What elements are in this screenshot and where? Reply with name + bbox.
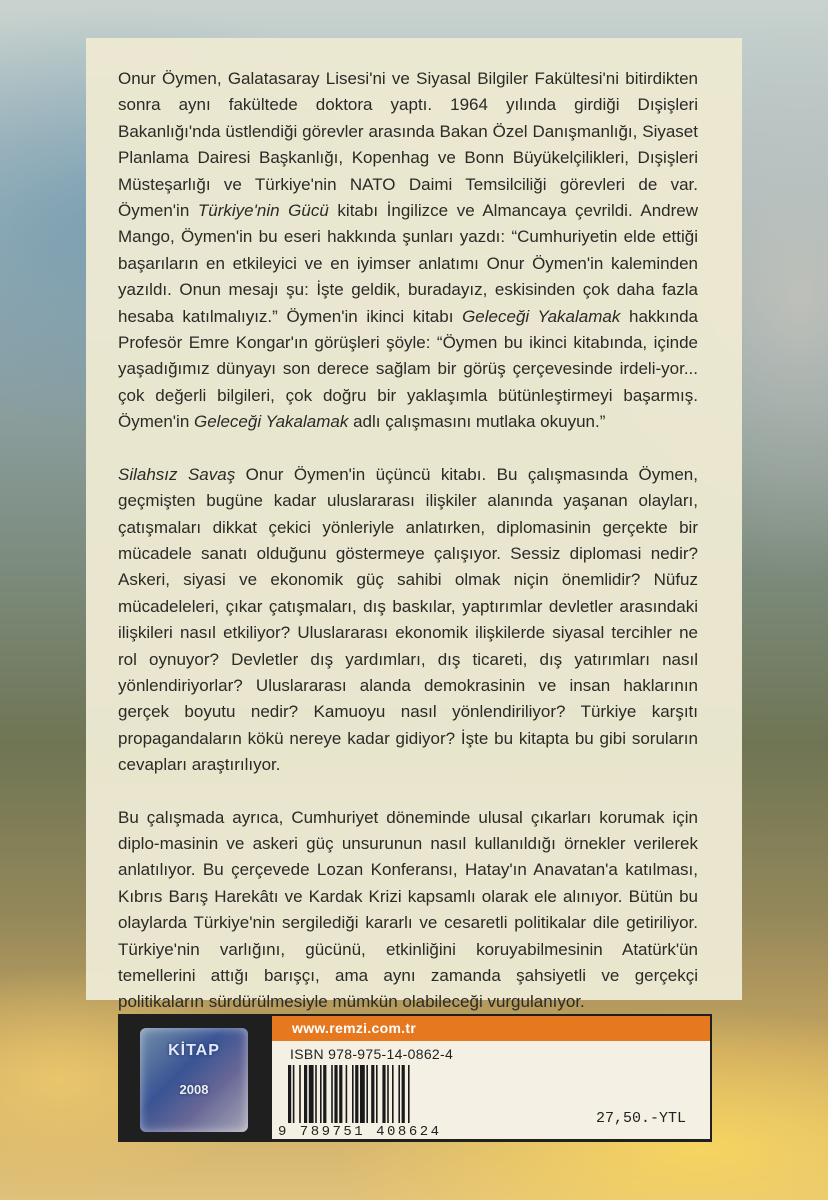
barcode-bar: [392, 1065, 394, 1123]
barcode-bar: [320, 1065, 322, 1123]
book-title: Geleceği Yakalamak: [462, 306, 621, 326]
publisher-url[interactable]: www.remzi.com.tr: [272, 1016, 710, 1041]
back-cover-text: [118, 66, 698, 1042]
barcode-bar: [360, 1065, 365, 1123]
barcode-bar: [323, 1065, 326, 1123]
paragraph-details: Bu çalışmada ayrıca, Cumhuriyet döneminde ulusal çıkarları korumak için diplo-masinin ve askeri güç unsurunun nasıl kullanıldığı örnekler verilerek anlatılıyor. Bu çerçevede Lozan Konferansı, Hatay'ın Anavatan'a katılması, Kıbrıs Barış Harekâtı ve Kardak Krizi kapsamlı olarak ele alınıyor. Bütün bu olaylarda Türkiye'nin sergilediği kararlı ve cesaretli politikalar dile getiriliyor. Türkiye'nin varlığını, gücünü, etkinliğini koruyabilmesinin Atatürk'ün temellerini attığı barışçı, ama aynı zamanda şahsiyetli ve gerçekçi politikaların sürdürülmesiyle mümkün olabileceği vurgulanıyor.: [118, 807, 698, 1012]
barcode-bar: [366, 1065, 368, 1123]
paragraph-book-summary: Silahsız Savaş Onur Öymen'in üçüncü kitabı. Bu çalışmasında Öymen, geçmişten bugüne kadar uluslararası ilişkiler alanında yaşanan olayları, çatışmaları dikkat çekici yönleriyle anlatırken, diplomasinin gerçekte bir mücadele sanatı olduğunu göstermeye çalışıyor. Sessiz diplomasi nedir? Askeri, siyasi ve ekonomik güç sahibi olmak niçin önemlidir? Nüfuz mücadeleleri, çıkar çatışmaları, dış baskılar, yaptırımlar devletler arasındaki ilişkileri nasıl etkiliyor? Uluslararası ekonomik ilişkilerde siyasal tercihler ne rol oynuyor? Devletler dış yardımları, dış ticareti, dış yatırımları nasıl yönlendiriyorlar? Uluslararası alanda demokrasinin ve insan haklarının gerçek boyutu nedir? Kamuoyu nasıl yönlendiriliyor? Türkiye karşıtı propagandaların kökü nereye kadar gidiyor? İşte bu kitapta bu gibi soruların cevapları araştırılıyor.: [118, 464, 698, 775]
paragraph-author-bio: Onur Öymen, Galatasaray Lisesi'ni ve Siyasal Bilgiler Fakültesi'ni bitirdikten sonra aynı fakültede doktora yaptı. 1964 yılında girdiği Dışişleri Bakanlığı'nda üstlendiği görevler arasında Bakan Özel Danışmanlığı, Siyaset Planlama Dairesi Başkanlığı, Kopenhag ve Bonn Büyükelçilikleri, Dışişleri Müsteşarlığı ve Türkiye'nin NATO Daimi Temsilciliği görevleri de var. Öymen'in Türkiye'nin Gücü kitabı İngilizce ve Almancaya çevrildi. Andrew Mango, Öymen'in bu eseri hakkında şunları yazdı: “Cumhuriyetin elde ettiği başarıların en etkileyici ve en iyimser anlatımı Onur Öymen'in kaleminden yazıldı. Onun mesajı şu: İşte geldik, buradayız, eskisinden çok daha fazla hesaba katılmalıyız.” Öymen'in ikinci kitabı Geleceği Yakalamak hakkında Profesör Emre Kongar'ın görüşleri şöyle: “Öymen bu ikinci kitabında, içinde yaşadığımız dünyayı son derece sağlam bir görüş çerçevesinde irdeli-yor... çok değerli bilgileri, çok doğru bir yaklaşımla bütünleştirmeyi başarmış. Öymen'in Geleceği Yakalamak adlı çalışmasını mutlaka okuyun.”: [118, 69, 698, 432]
barcode-bar: [376, 1065, 378, 1123]
barcode-bar: [334, 1065, 337, 1123]
barcode-bar: [382, 1065, 385, 1123]
barcode-bar: [299, 1065, 301, 1123]
barcode-bar: [315, 1065, 317, 1123]
hologram-sticker-icon: [140, 1028, 248, 1132]
barcode-digits: 9 789751 408624: [278, 1124, 442, 1140]
barcode-icon: [286, 1065, 476, 1123]
barcode-bar: [288, 1065, 291, 1123]
book-title: Geleceği Yakalamak: [194, 412, 349, 432]
book-title: Türkiye'nin Gücü: [197, 201, 329, 221]
barcode-bar: [408, 1065, 410, 1123]
barcode-bar: [402, 1065, 405, 1123]
barcode-bar: [387, 1065, 389, 1123]
barcode-bar: [331, 1065, 333, 1123]
barcode-bar: [346, 1065, 348, 1123]
barcode-bar: [309, 1065, 314, 1123]
barcode-bar: [304, 1065, 307, 1123]
barcode-bar: [339, 1065, 342, 1123]
barcode-bar: [352, 1065, 354, 1123]
price-label: 27,50.-YTL: [596, 1110, 687, 1127]
barcode-bar: [293, 1065, 295, 1123]
book-title: Silahsız Savaş: [118, 464, 236, 484]
barcode-bar: [355, 1065, 358, 1123]
barcode-bar: [398, 1065, 400, 1123]
hologram-year: 2008: [179, 1082, 209, 1097]
isbn-number: ISBN 978-975-14-0862-4: [290, 1046, 454, 1062]
hologram-word: KİTAP: [168, 1042, 220, 1059]
barcode-bar: [371, 1065, 374, 1123]
